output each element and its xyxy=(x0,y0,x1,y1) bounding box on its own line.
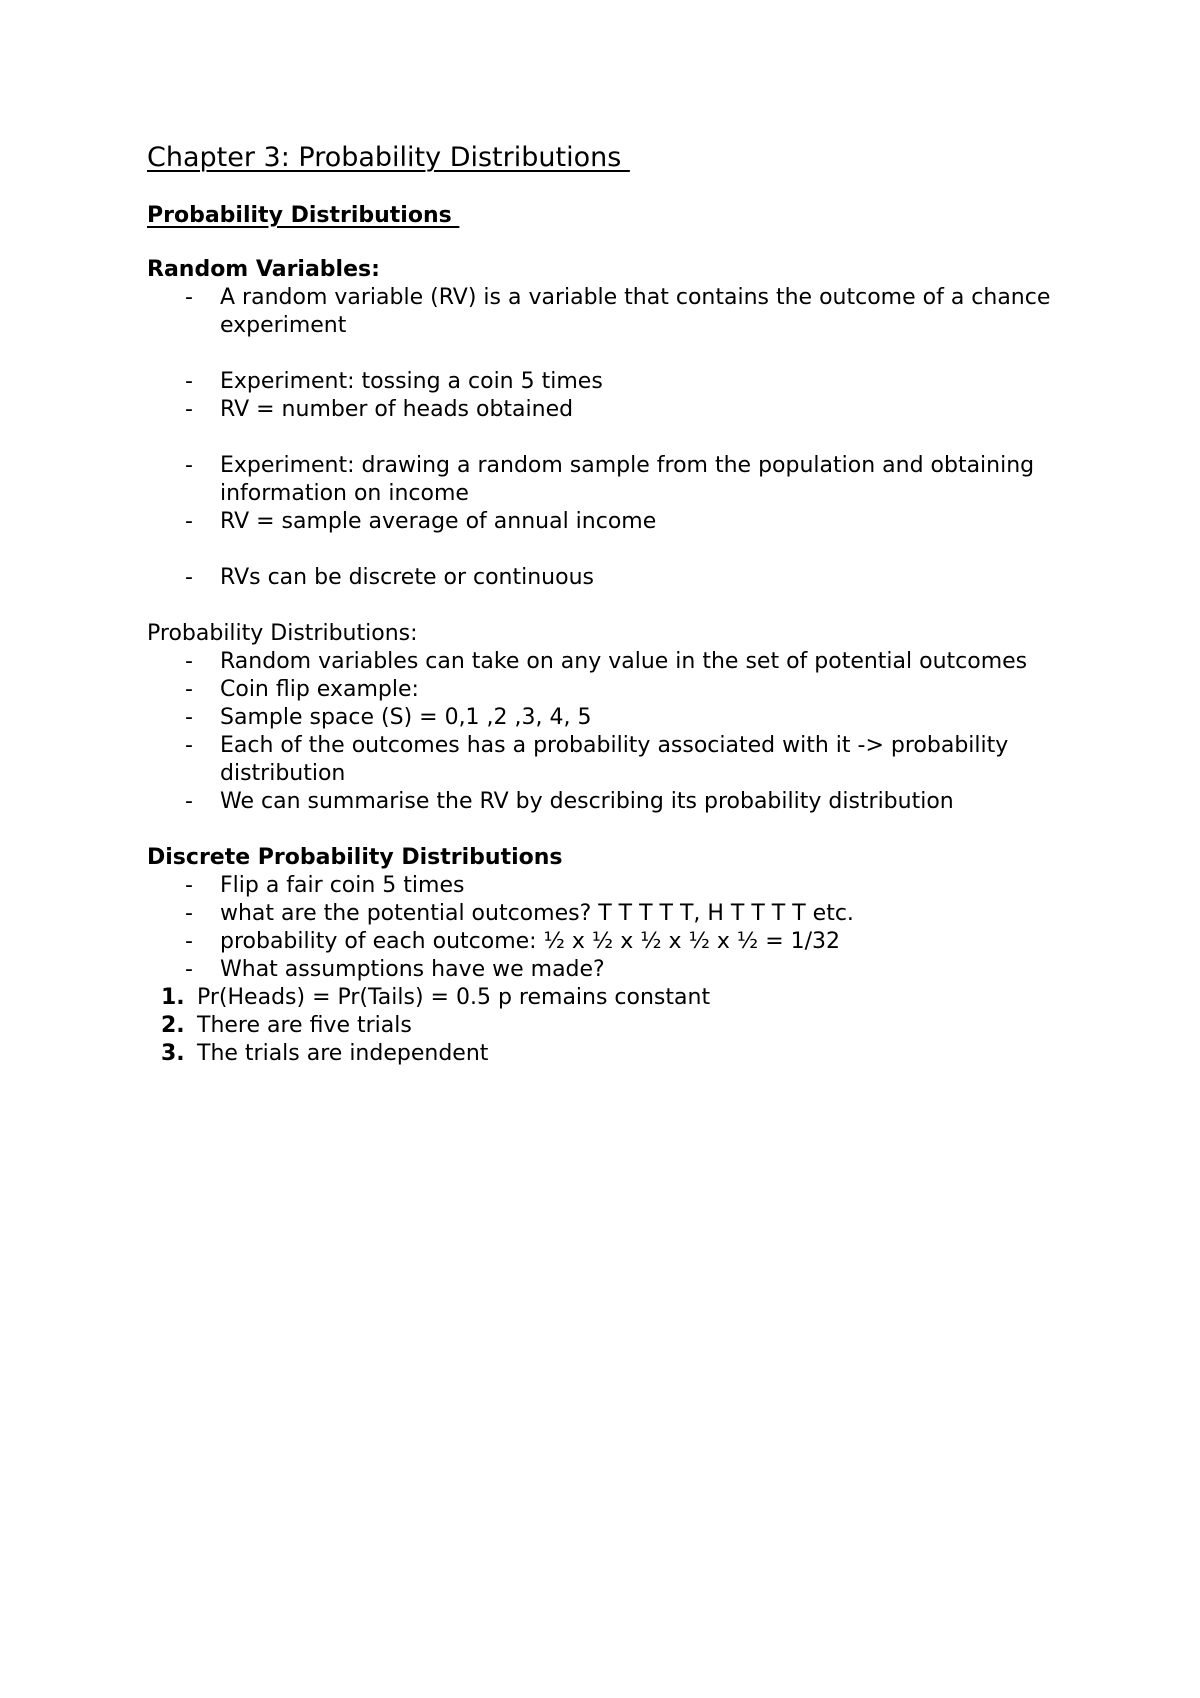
list-item: - Each of the outcomes has a probability associated with it -> probability distribution xyxy=(185,733,1009,786)
dash-bullet: - xyxy=(185,873,193,898)
list-item: - RV = sample average of annual income xyxy=(185,509,657,534)
list-item: - A random variable (RV) is a variable that contains the outcome of a chance experiment xyxy=(185,285,1051,338)
dash-bullet: - xyxy=(185,677,193,702)
item-number: 1. xyxy=(161,985,185,1010)
probability-distributions-list xyxy=(147,648,1077,816)
dash-bullet: - xyxy=(185,565,193,590)
dash-bullet: - xyxy=(185,705,193,730)
list-item: - Experiment: drawing a random sample from the population and obtaining information on income xyxy=(185,453,1035,506)
dash-bullet: - xyxy=(185,397,193,422)
list-item: - Random variables can take on any value in the set of potential outcomes xyxy=(185,649,1028,674)
random-variables-list-4 xyxy=(147,564,1077,592)
random-variables-list-3 xyxy=(147,452,1077,536)
dash-bullet: - xyxy=(185,789,193,814)
probability-distributions-heading: Probability Distributions: xyxy=(147,621,418,646)
list-item: - Experiment: tossing a coin 5 times xyxy=(185,369,603,394)
list-item: - What assumptions have we made? xyxy=(185,957,605,982)
list-item: - Flip a fair coin 5 times xyxy=(185,873,465,898)
discrete-distributions-heading: Discrete Probability Distributions xyxy=(147,845,563,870)
random-variables-list-1 xyxy=(147,284,1077,340)
list-item: - Sample space (S) = 0,1 ,2 ,3, 4, 5 xyxy=(185,705,592,730)
dash-bullet: - xyxy=(185,285,193,310)
item-number: 3. xyxy=(161,1041,185,1066)
dash-bullet: - xyxy=(185,733,193,758)
item-number: 2. xyxy=(161,1013,185,1038)
chapter-title: Chapter 3: Probability Distributions xyxy=(147,142,630,173)
document-page xyxy=(147,140,1077,1068)
assumptions-list xyxy=(147,984,1077,1068)
dash-bullet: - xyxy=(185,369,193,394)
list-item: - RV = number of heads obtained xyxy=(185,397,574,422)
list-item: - We can summarise the RV by describing its probability distribution xyxy=(185,789,954,814)
list-item: - what are the potential outcomes? T T T T T, H T T T T etc. xyxy=(185,901,854,926)
random-variables-heading: Random Variables: xyxy=(147,257,380,282)
list-item: - probability of each outcome: ½ x ½ x ½ x ½ x ½ = 1/32 xyxy=(185,929,841,954)
numbered-item: 2. There are five trials xyxy=(161,1013,412,1038)
dash-bullet: - xyxy=(185,509,193,534)
discrete-distributions-list xyxy=(147,872,1077,984)
dash-bullet: - xyxy=(185,957,193,982)
dash-bullet: - xyxy=(185,453,193,478)
list-item: - RVs can be discrete or continuous xyxy=(185,565,594,590)
dash-bullet: - xyxy=(185,901,193,926)
numbered-item: 3. The trials are independent xyxy=(161,1041,489,1066)
section-title: Probability Distributions xyxy=(147,203,460,228)
dash-bullet: - xyxy=(185,649,193,674)
numbered-item: 1. Pr(Heads) = Pr(Tails) = 0.5 p remains constant xyxy=(161,985,711,1010)
list-item: - Coin flip example: xyxy=(185,677,419,702)
random-variables-list-2 xyxy=(147,368,1077,424)
dash-bullet: - xyxy=(185,929,193,954)
